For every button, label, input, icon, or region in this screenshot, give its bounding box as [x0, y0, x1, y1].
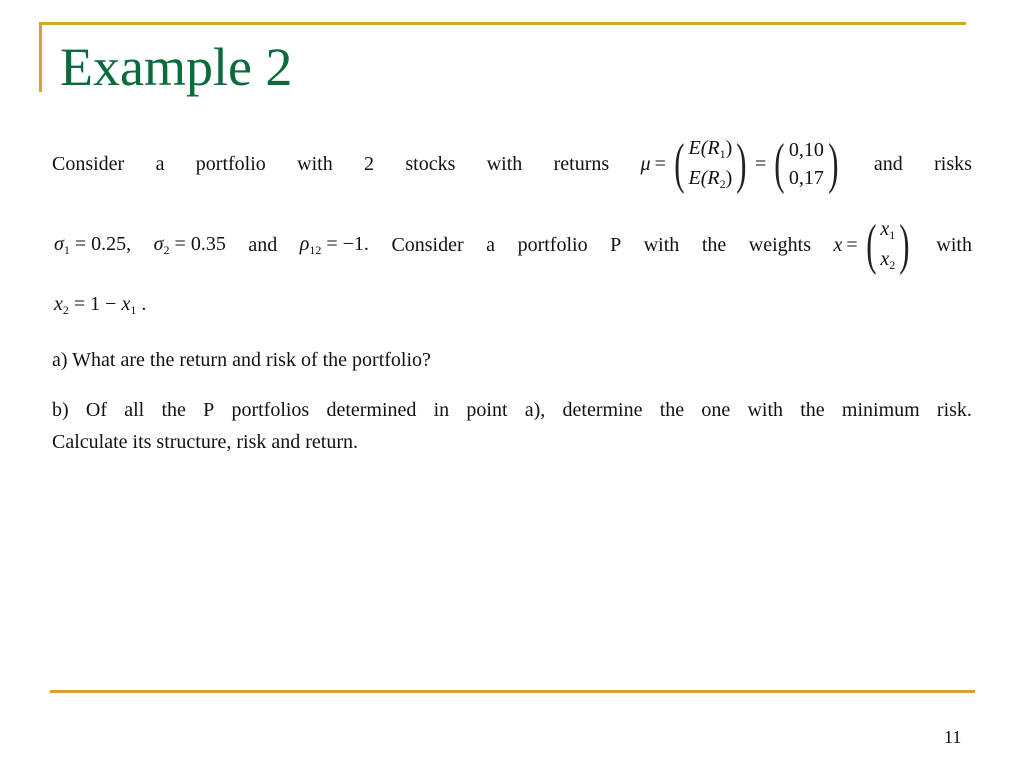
returns-values-vector — [770, 133, 842, 195]
word: and — [873, 153, 903, 175]
vector-row-2: $E(R_2)$ — [688, 167, 733, 191]
slide-title: Example 2 — [60, 37, 293, 97]
weight-row-1: $x_1$ — [880, 218, 896, 242]
sigma2-equation: $\sigma_2 = 0.35$ — [153, 233, 226, 257]
word: stocks — [405, 153, 456, 175]
mu-symbol: μ — [640, 153, 651, 175]
weights-constraint: $x_2 = 1 - x_1$ . — [54, 293, 147, 317]
right-paren-icon: ) — [736, 133, 747, 195]
problem-line-1 — [52, 128, 972, 200]
equals-sign: = — [846, 234, 858, 256]
left-rule — [39, 22, 42, 92]
weight-row-2: $x_2$ — [880, 248, 896, 272]
page-number: 11 — [944, 727, 962, 747]
problem-line-2 — [54, 210, 972, 280]
top-rule — [40, 22, 966, 25]
word: risks — [934, 153, 972, 175]
rho-equation: $\rho_{12} = -1$. — [299, 233, 369, 257]
x-symbol: x — [833, 234, 843, 256]
word: weights — [748, 234, 811, 256]
word: portfolio — [195, 153, 266, 175]
word: a — [486, 234, 496, 256]
word: portfolio — [517, 234, 588, 256]
word: 2 — [364, 153, 375, 175]
bottom-rule — [50, 690, 975, 693]
word: the — [701, 234, 727, 256]
word: with — [297, 153, 333, 175]
word: Consider — [391, 234, 464, 256]
word: a — [155, 153, 165, 175]
weights-vector — [862, 214, 914, 276]
left-paren-icon: ( — [674, 133, 685, 195]
question-b-line-2: Calculate its structure, risk and return. — [52, 431, 359, 453]
mu-equation — [640, 133, 843, 195]
equals-sign: = — [654, 153, 666, 175]
right-paren-icon: ) — [828, 133, 839, 195]
word: returns — [553, 153, 610, 175]
word: with — [643, 234, 680, 256]
right-paren-icon: ) — [899, 214, 910, 276]
left-paren-icon: ( — [774, 133, 785, 195]
sigma1-equation: $\sigma_1 = 0.25$, — [54, 233, 132, 257]
weights-equation — [833, 214, 914, 276]
word: with — [486, 153, 523, 175]
equals-sign: = — [754, 153, 767, 175]
return-value-1: 0,10 — [788, 139, 824, 161]
word: with — [936, 234, 972, 256]
word: Consider — [52, 153, 125, 175]
left-paren-icon: ( — [865, 214, 877, 276]
question-b-line-1: b) Of all the P portfolios determined in point a), determine the one with the minimum risk. — [52, 399, 972, 421]
vector-row-1: $E(R_1)$ — [688, 137, 733, 161]
expected-returns-vector — [670, 133, 751, 195]
word: and — [248, 234, 278, 256]
question-a: a) What are the return and risk of the portfolio? — [52, 349, 431, 371]
word: P — [610, 234, 622, 256]
return-value-2: 0,17 — [788, 167, 824, 189]
